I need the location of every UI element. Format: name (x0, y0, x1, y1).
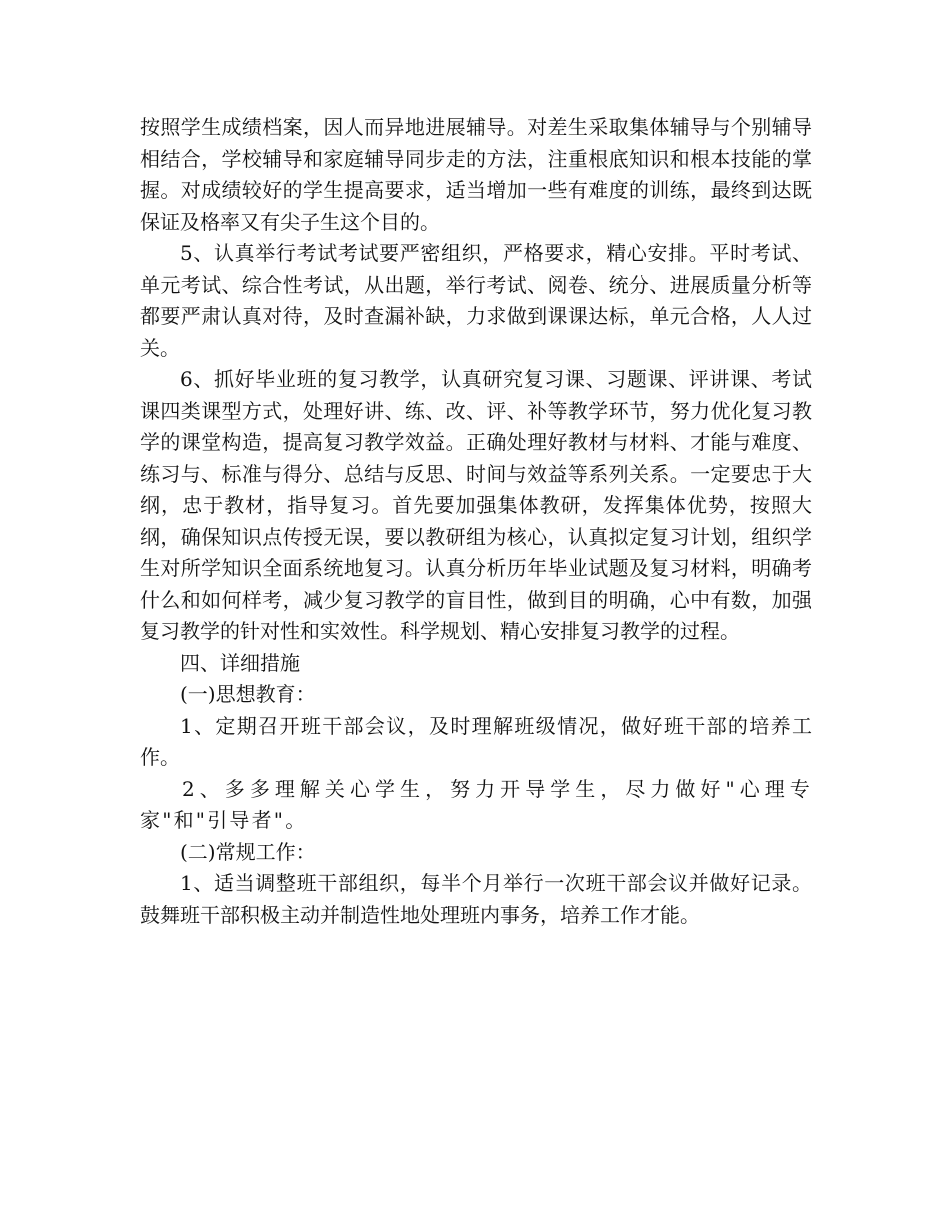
paragraph-class-cadre-meetings: 1、定期召开班干部会议，及时理解班级情况，做好班干部的培养工作。 (140, 713, 812, 769)
heading-routine-work: (二)常规工作： (180, 839, 316, 864)
paragraph-tutoring: 按照学生成绩档案，因人而异地进展辅导。对差生采取集体辅导与个别辅导相结合，学校辅导和家庭辅导同步走的方法，注重根底知识和根本技能的掌握。对成绩较好的学生提高要求，适当增加一些有难度的训练，最终到达既保证及格率又有尖子生这个目的。 (140, 115, 812, 234)
paragraph-exams: 5、认真举行考试考试要严密组织，严格要求，精心安排。平时考试、单元考试、综合性考试，从出题，举行考试、阅卷、统分、进展质量分析等都要严肃认真对待，及时查漏补缺，力求做到课课达标，单元合格，人人过关。 (140, 241, 812, 360)
paragraph-care-for-students: 2、多多理解关心学生，努力开导学生，尽力做好"心理专家"和"引导者"。 (140, 776, 812, 832)
document-page (140, 112, 812, 931)
heading-ideological-education: (一)思想教育： (180, 682, 316, 706)
paragraph-adjust-cadre: 1、适当调整班干部组织，每半个月举行一次班干部会议并做好记录。鼓舞班干部积极主动并制造性地处理班内事务，培养工作才能。 (140, 871, 812, 927)
heading-detailed-measures: 四、详细措施 (180, 650, 300, 675)
paragraph-review-teaching: 6、抓好毕业班的复习教学，认真研究复习课、习题课、评讲课、考试课四类课型方式，处理好讲、练、改、评、补等教学环节，努力优化复习教学的课堂构造，提高复习教学效益。正确处理好教材与材料、才能与难度、练习与、标准与得分、总结与反思、时间与效益等系列关系。一定要忠于大纲，忠于教材，指导复习。首先要加强集体教研，发挥集体优势，按照大纲，确保知识点传授无误，要以教研组为核心，认真拟定复习计划，组织学生对所学知识全面系统地复习。认真分析历年毕业试题及复习材料，明确考什么和如何样考，减少复习教学的盲目性，做到目的明确，心中有数，加强复习教学的针对性和实效性。科学规划、精心安排复习教学的过程。 (140, 367, 812, 643)
